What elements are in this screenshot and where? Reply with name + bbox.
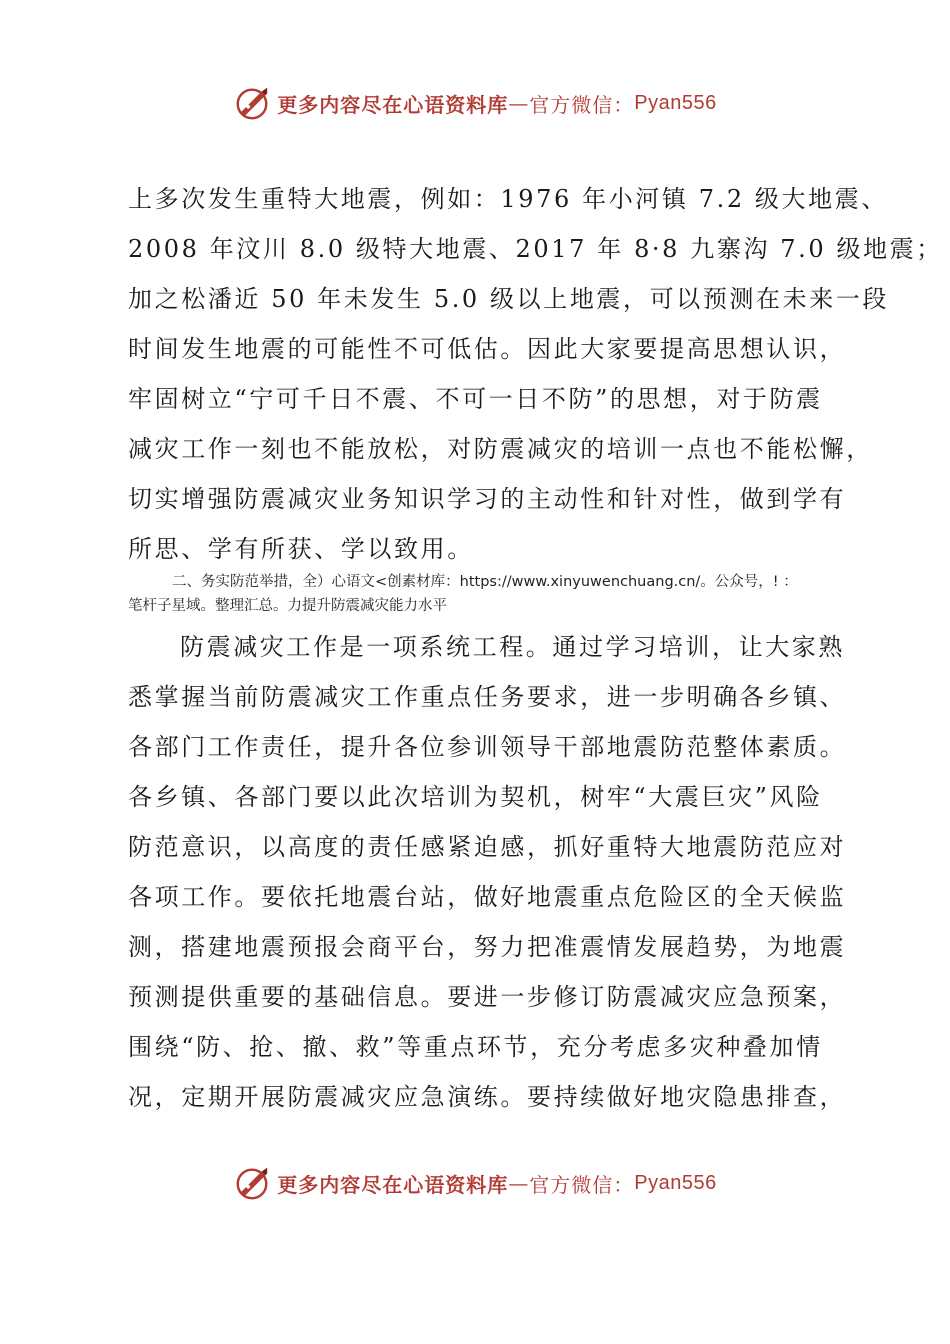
text-line: 减灾工作一刻也不能放松，对防震减灾的培训一点也不能松懈， bbox=[128, 435, 873, 463]
text-line: 所思、学有所获、学以致用。 bbox=[128, 535, 474, 563]
footer-banner bbox=[0, 1158, 950, 1208]
banner-contact-id: Pyan556 bbox=[634, 91, 717, 114]
text-line: 各乡镇、各部门要以此次培训为契机，树牢“大震巨灾”风险 bbox=[128, 783, 823, 811]
text-line: 切实增强防震减灾业务知识学习的主动性和针对性，做到学有 bbox=[128, 485, 847, 513]
section-heading-line-1: 二、务实防范举措，全）心语文<创素材库：https://www.xinyuwenchuang.cn/。公众号，! ： bbox=[172, 574, 798, 590]
text-line: 况，定期开展防震减灾应急演练。要持续做好地灾隐患排查， bbox=[128, 1083, 847, 1111]
text-line: 上多次发生重特大地震，例如：1976 年小河镇 7.2 级大地震、 bbox=[128, 185, 888, 213]
text-line: 各项工作。要依托地震台站，做好地震重点危险区的全天候监 bbox=[128, 883, 847, 911]
header-banner bbox=[0, 78, 950, 128]
text-line: 防范意识，以高度的责任感紧迫感，抓好重特大地震防范应对 bbox=[128, 833, 847, 861]
banner-contact-label: 官方微信： bbox=[529, 1172, 635, 1197]
pen-nib-logo-icon bbox=[233, 84, 271, 122]
pen-nib-logo-icon bbox=[233, 1164, 271, 1202]
text-line: 时间发生地震的可能性不可低估。因此大家要提高思想认识， bbox=[128, 335, 847, 363]
banner-contact-id: Pyan556 bbox=[634, 1171, 717, 1194]
banner-separator: — bbox=[508, 91, 530, 115]
banner-contact-label: 官方微信： bbox=[529, 92, 635, 117]
text-line: 测，搭建地震预报会商平台，努力把准震情发展趋势，为地震 bbox=[128, 933, 847, 961]
text-line: 预测提供重要的基础信息。要进一步修订防震减灾应急预案， bbox=[128, 983, 847, 1011]
banner-brand: 更多内容尽在心语资料库 bbox=[277, 1172, 509, 1197]
text-line: 加之松潘近 50 年未发生 5.0 级以上地震，可以预测在未来一段 bbox=[128, 285, 890, 313]
paragraph-1 bbox=[128, 174, 943, 574]
text-line: 各部门工作责任，提升各位参训领导干部地震防范整体素质。 bbox=[128, 733, 847, 761]
paragraph-2 bbox=[128, 622, 847, 1122]
banner-brand: 更多内容尽在心语资料库 bbox=[277, 92, 509, 117]
text-line: 围绕“防、抢、撤、救”等重点环节，充分考虑多灾种叠加情 bbox=[128, 1033, 823, 1061]
text-line: 牢固树立“宁可千日不震、不可一日不防”的思想，对于防震 bbox=[128, 385, 823, 413]
text-line: 防震减灾工作是一项系统工程。通过学习培训，让大家熟 bbox=[180, 633, 845, 661]
text-line: 2008 年汶川 8.0 级特大地震、2017 年 8·8 九寨沟 7.0 级地震； bbox=[128, 235, 943, 263]
text-line: 悉掌握当前防震减灾工作重点任务要求，进一步明确各乡镇、 bbox=[128, 683, 847, 711]
section-heading bbox=[128, 570, 840, 618]
section-heading-line-2: 笔杆子星域。整理汇总。力提升防震减灾能力水平 bbox=[128, 598, 447, 614]
banner-separator: — bbox=[508, 1171, 530, 1195]
